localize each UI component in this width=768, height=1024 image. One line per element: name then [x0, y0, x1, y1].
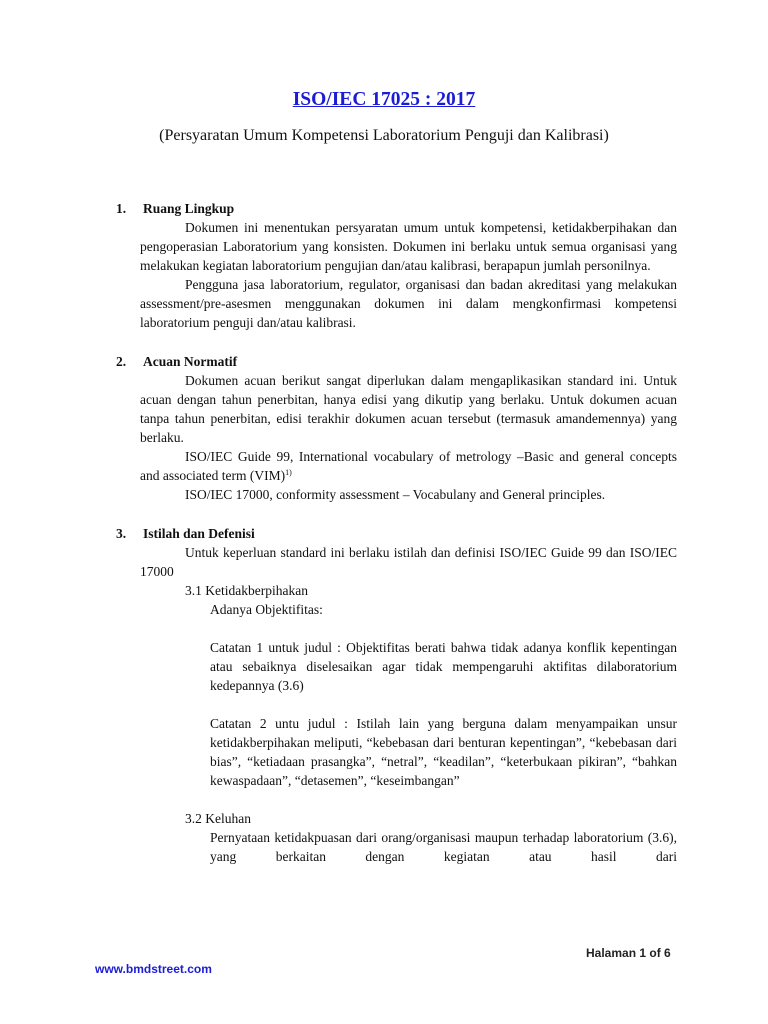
section-heading: Ruang Lingkup — [143, 201, 235, 216]
page-number: Halaman 1 of 6 — [586, 946, 671, 960]
document-subtitle: (Persyaratan Umum Kompetensi Laboratorium Penguji dan Kalibrasi) — [159, 127, 609, 144]
footnote-mark: 1) — [285, 468, 292, 477]
paragraph: ISO/IEC 17000, conformity assessment – Vocabulany and General principles. — [185, 487, 606, 502]
paragraph: Pengguna jasa laboratorium, regulator, organisasi dan badan akreditasi yang melakukan assessment/pre-asesmen menggunakan dokumen ini dalam mengkonfirmasi kompetensi laboratorium penguji dan/atau kalibrasi. — [140, 277, 677, 330]
section-ruang-lingkup — [116, 199, 677, 332]
note-paragraph: Catatan 1 untuk judul : Objektifitas berati bahwa tidak adanya konflik kepentingan atau sebaiknya diselesaikan agar tidak mempengaruhi aktifitas dilaboratorium kedepannya (3.6) — [210, 640, 677, 693]
note-paragraph: Catatan 2 untu judul : Istilah lain yang berguna dalam menyampaikan unsur ketidakberpihakan meliputi, “kebebasan dari benturan kepentingan”, “kebebasan dari bias”, “ketiadaan prasangka”, “netral”, “keadilan”, “keterbukaan pikiran”, “bahkan kewaspadaan”, “detasemen”, “keseimbangan” — [210, 716, 677, 788]
subsection-label: 3.2 Keluhan — [185, 811, 251, 826]
section-acuan-normatif — [116, 352, 677, 504]
section-heading: Acuan Normatif — [143, 354, 238, 369]
subsection-text: Pernyataan ketidakpuasan dari orang/organisasi maupun terhadap laboratorium (3.6), yang berkaitan dengan kegiatan atau hasil dari — [210, 830, 677, 864]
paragraph: Untuk keperluan standard ini berlaku istilah dan definisi ISO/IEC Guide 99 dan ISO/IEC 17000 — [140, 545, 677, 579]
section-istilah-defenisi — [116, 524, 677, 866]
paragraph: Dokumen acuan berikut sangat diperlukan dalam mengaplikasikan standard ini. Untuk acuan dengan tahun penerbitan, hanya edisi yang dikutip yang berlaku. Untuk dokumen acuan tanpa tahun penerbitan, edisi terakhir dokumen acuan tersebut (termasuk amandemennya) yang berlaku. — [140, 373, 677, 445]
paragraph — [140, 447, 677, 485]
section-number: 2. — [116, 354, 127, 369]
website-link[interactable]: www.bmdstreet.com — [95, 962, 212, 976]
document-title: ISO/IEC 17025 : 2017 — [292, 89, 476, 110]
section-number: 3. — [116, 526, 127, 541]
section-heading: Istilah dan Defenisi — [143, 526, 255, 541]
document-body — [116, 199, 677, 886]
subsection-text: Adanya Objektifitas: — [210, 602, 323, 617]
reference-text: ISO/IEC Guide 99, International vocabulary of metrology –Basic and general concepts and associated term (VIM) — [140, 449, 677, 483]
paragraph: Dokumen ini menentukan persyaratan umum untuk kompetensi, ketidakberpihakan dan pengoperasian Laboratorium yang konsisten. Dokumen ini berlaku untuk semua organisasi yang melakukan kegiatan laboratorium pengujian dan/atau kalibrasi, berapapun jumlah personilnya. — [140, 220, 677, 273]
section-number: 1. — [116, 201, 127, 216]
subsection-label: 3.1 Ketidakberpihakan — [185, 583, 308, 598]
